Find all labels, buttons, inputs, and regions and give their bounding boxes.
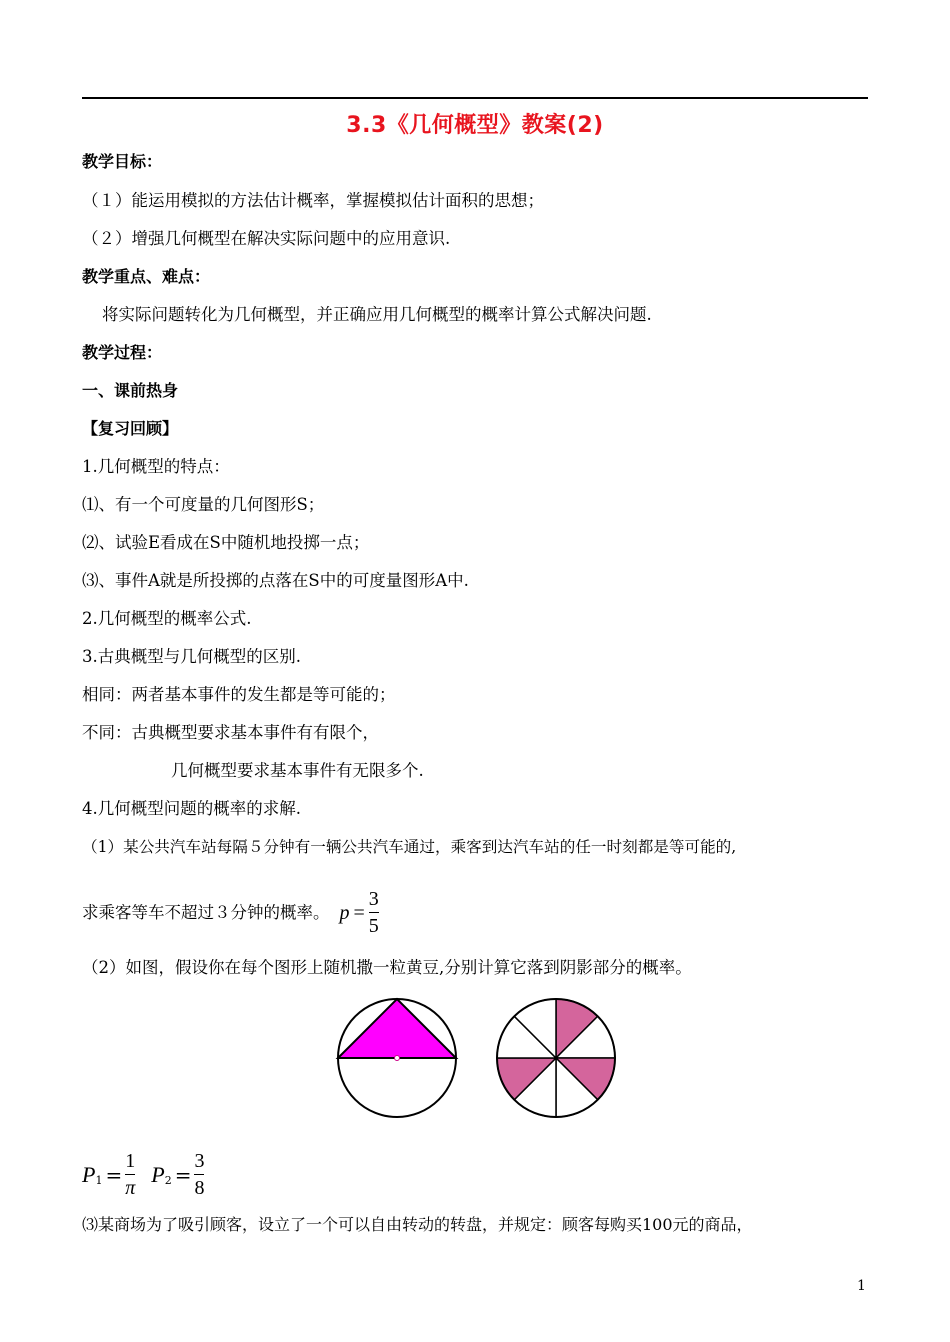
p2-eq: =	[174, 1162, 192, 1187]
q1-line-2	[82, 888, 379, 937]
item-1-a: ⑴、有一个可度量的几何图形S；	[82, 495, 325, 514]
q1-answer-fraction	[369, 888, 379, 937]
item-1: 1.几何概型的特点：	[82, 457, 230, 476]
q1-line-1: （1）某公共汽车站每隔５分钟有一辆公共汽车通过，乘客到达汽车站的任一时刻都是等可能的,	[82, 838, 737, 856]
q2-answers	[82, 1150, 204, 1199]
goal-1: （１）能运用模拟的方法估计概率，掌握模拟估计面积的思想；	[82, 191, 544, 210]
circle-with-sectors	[497, 999, 615, 1117]
document-title: 3.3《几何概型》教案(2)	[346, 113, 604, 138]
p2-den: 8	[194, 1177, 205, 1199]
review-heading: 【复习回顾】	[82, 419, 179, 438]
q3-line: ⑶某商场为了吸引顾客，设立了一个可以自由转动的转盘，并规定：顾客每购买100元的商品，	[82, 1215, 753, 1234]
item-1-b: ⑵、试验E看成在S中随机地投掷一点；	[82, 533, 370, 552]
diff-text: 不同：古典概型要求基本事件有有限个，	[82, 723, 379, 742]
p1-fraction	[125, 1150, 135, 1199]
q1-answer-den: 5	[368, 915, 379, 937]
part-1-heading: 一、课前热身	[82, 381, 179, 400]
item-4: 4.几何概型问题的概率的求解.	[82, 799, 301, 818]
p2-var: P	[151, 1161, 165, 1187]
q1-answer-eq: =	[353, 901, 365, 924]
same-text: 相同：两者基本事件的发生都是等可能的；	[82, 685, 396, 704]
item-2: 2.几何概型的概率公式.	[82, 609, 252, 628]
p2-sub: 2	[164, 1174, 172, 1187]
item-1-c: ⑶、事件A就是所投掷的点落在S中的可度量图形A中.	[82, 571, 469, 590]
process-heading: 教学过程：	[82, 343, 163, 362]
p2-num: 3	[194, 1150, 205, 1172]
goals-heading: 教学目标：	[82, 152, 163, 171]
q1-answer-var: p	[339, 901, 350, 924]
q1-answer-num: 3	[368, 888, 379, 910]
p2-fraction	[194, 1150, 204, 1199]
header-rule	[82, 97, 868, 99]
p1-den: π	[125, 1177, 136, 1199]
page-number: 1	[857, 1278, 866, 1294]
q1-question: 求乘客等车不超过３分钟的概率。	[82, 902, 330, 922]
diff-text-2: 几何概型要求基本事件有无限多个.	[171, 761, 424, 780]
p1-num: 1	[125, 1150, 136, 1172]
key-text: 将实际问题转化为几何概型，并正确应用几何概型的概率计算公式解决问题.	[102, 305, 652, 324]
p1-sub: 1	[95, 1174, 103, 1187]
item-3: 3.古典概型与几何概型的区别.	[82, 647, 301, 666]
key-heading: 教学重点、难点：	[82, 267, 211, 286]
probability-figures	[330, 992, 630, 1122]
q2-line: （2）如图，假设你在每个图形上随机撒一粒黄豆,分别计算它落到阴影部分的概率。	[82, 958, 692, 977]
goal-2: （２）增强几何概型在解决实际问题中的应用意识.	[82, 229, 451, 248]
p1-eq: =	[105, 1162, 123, 1187]
circle-with-triangle	[338, 999, 456, 1117]
p1-var: P	[82, 1161, 96, 1187]
